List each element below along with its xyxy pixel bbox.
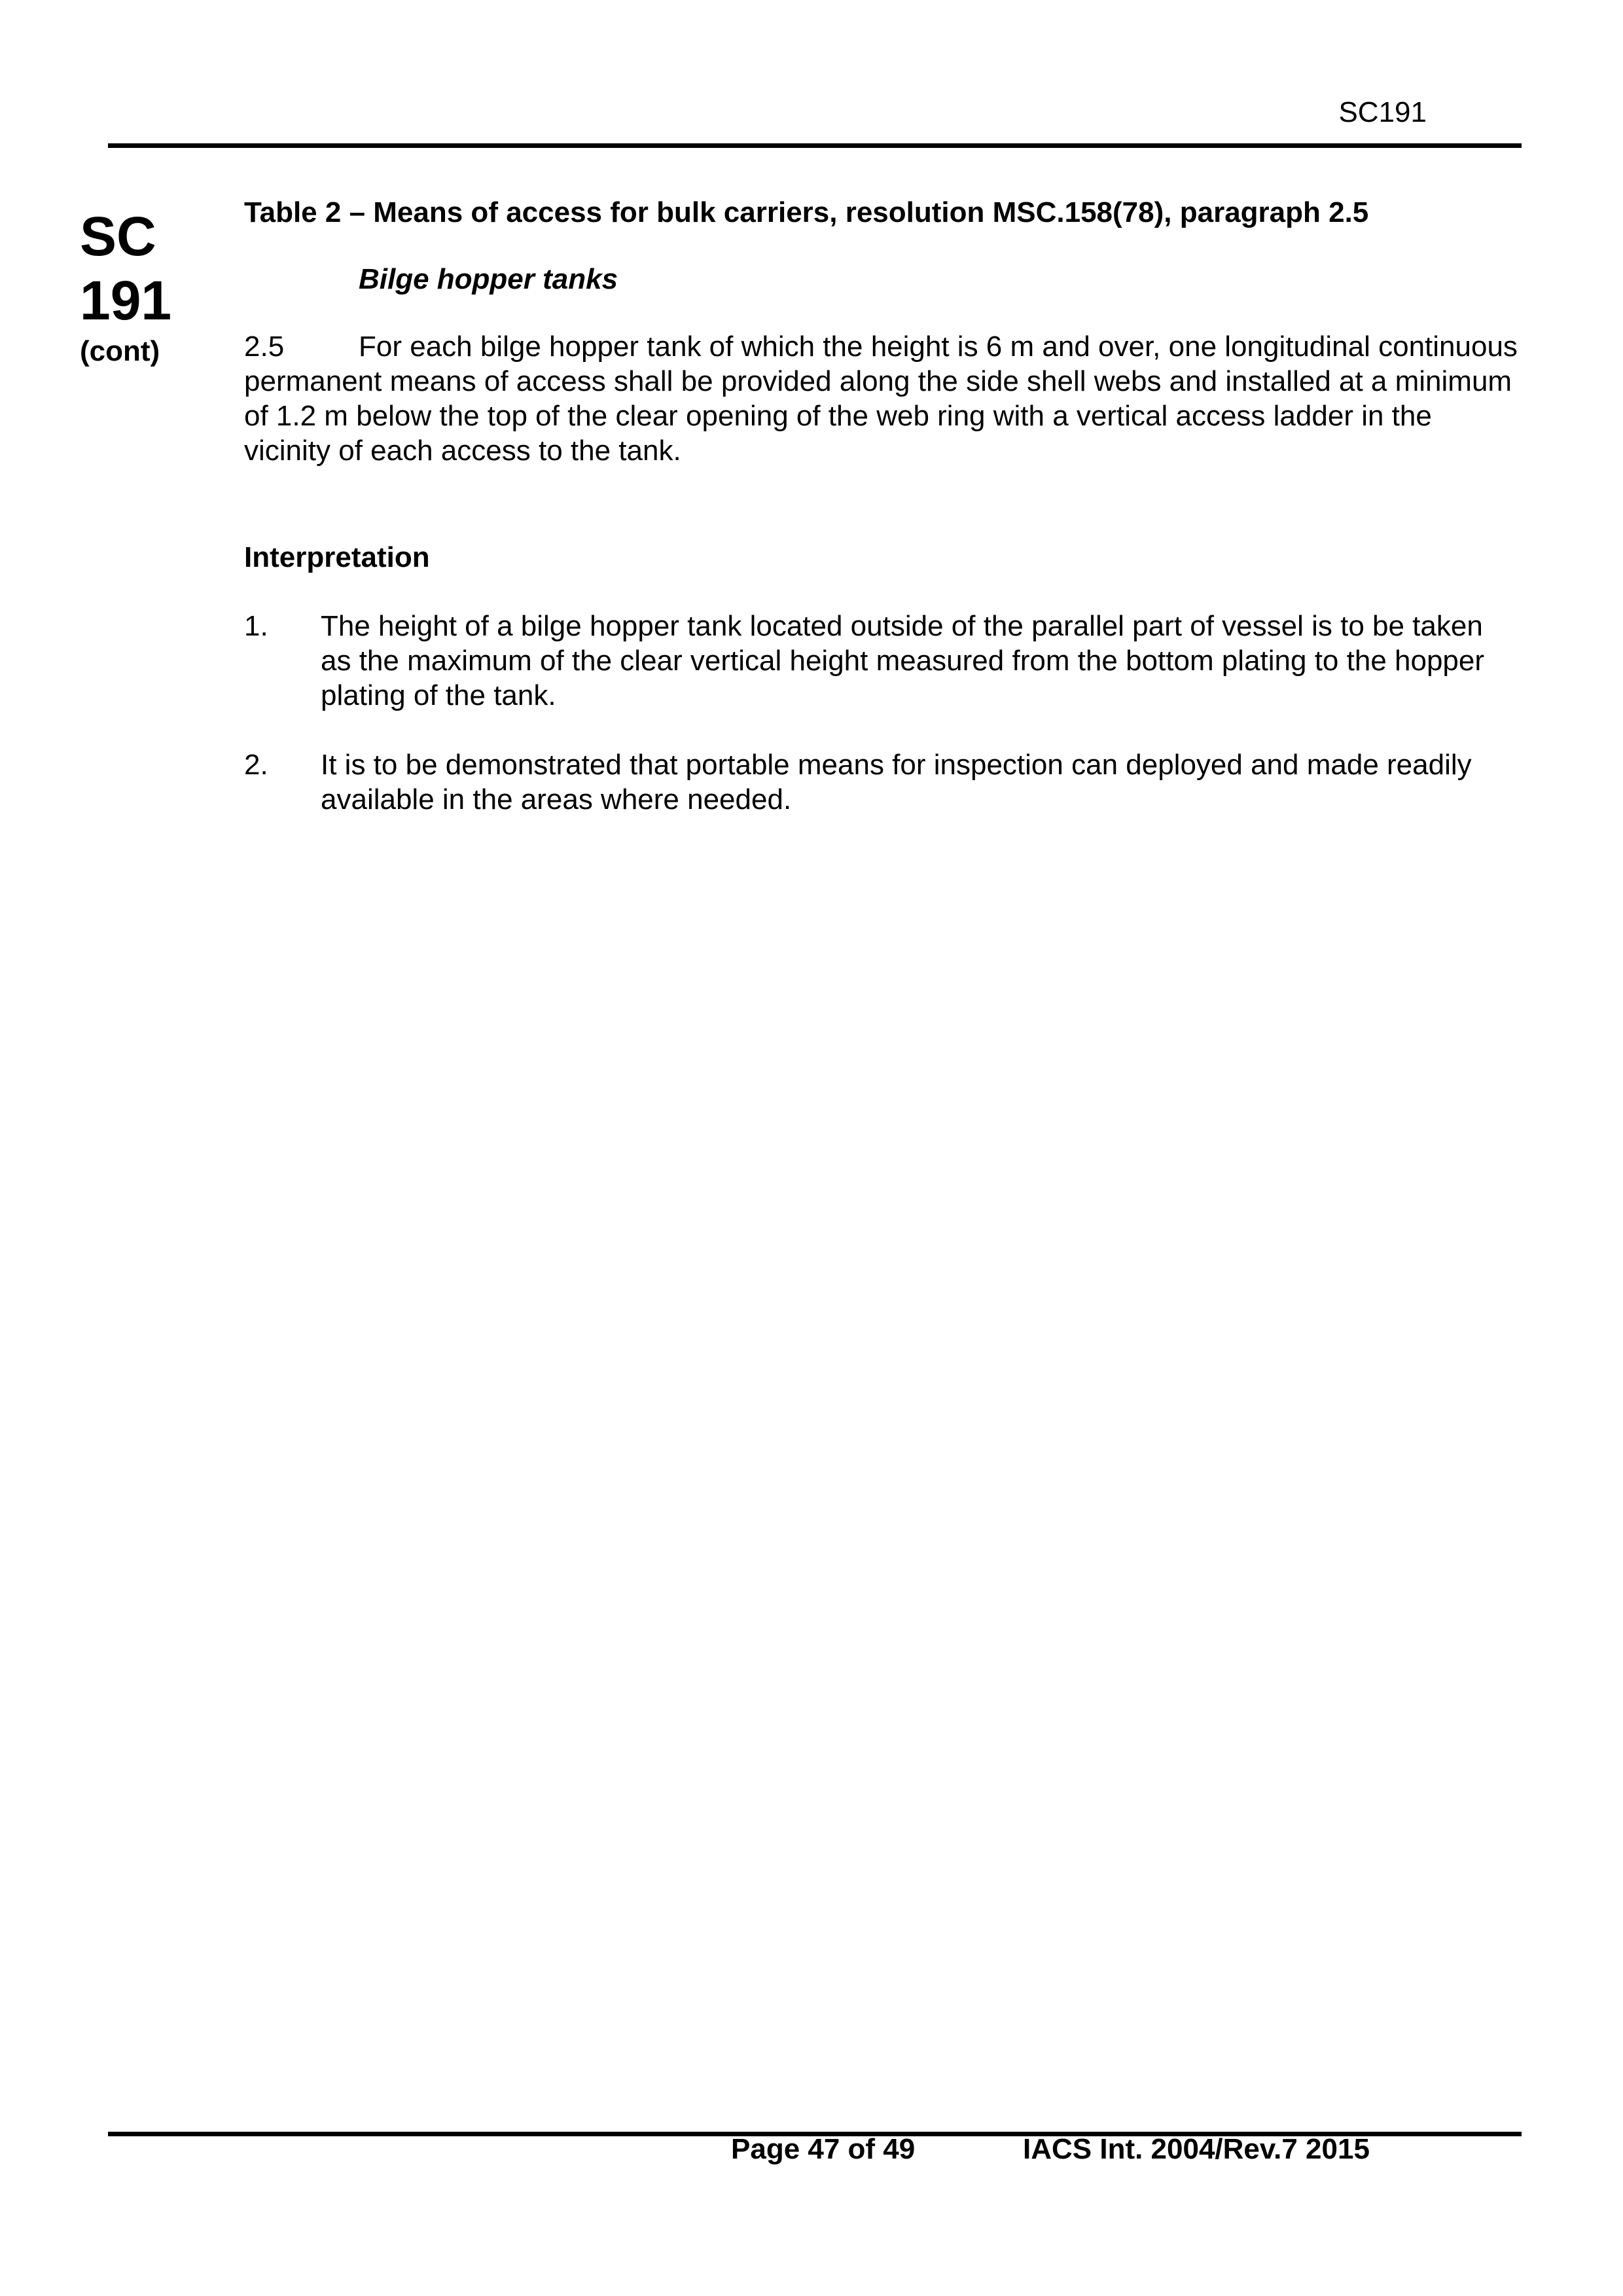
interpretation-item-text: It is to be demonstrated that portable means for inspection can deployed and made readily available in the areas where needed. (321, 749, 1472, 816)
interpretation-heading: Interpretation (244, 541, 430, 573)
header-rule (108, 143, 1522, 148)
main-content (244, 195, 1520, 817)
side-label-cont: (cont) (80, 335, 160, 367)
interpretation-item-number: 1. (244, 610, 268, 642)
section-subheading: Bilge hopper tanks (359, 263, 618, 295)
paragraph-number: 2.5 (244, 331, 285, 363)
side-label-number: 191 (80, 270, 172, 331)
paragraph-text: For each bilge hopper tank of which the height is 6 m and over, one longitudinal continuous permanent means of access shall be provided along the side shell webs and installed at a minimum of 1.2 m below the top of the clear opening of the web ring with a vertical access ladder in the vicinity of each access to the tank. (244, 331, 1518, 467)
side-label (80, 204, 178, 369)
side-label-sc: SC (80, 206, 156, 267)
interpretation-item (244, 609, 1520, 713)
interpretation-item (244, 747, 1520, 817)
table-title: Table 2 – Means of access for bulk carriers, resolution MSC.158(78), paragraph 2.5 (244, 196, 1369, 228)
interpretation-item-text: The height of a bilge hopper tank located outside of the parallel part of vessel is to be taken as the maximum of the clear vertical height measured from the bottom plating to the hopper plating of the tank. (321, 610, 1485, 711)
footer-revision: IACS Int. 2004/Rev.7 2015 (1023, 2133, 1370, 2165)
paragraph-2-5 (244, 329, 1520, 468)
interpretation-item-number: 2. (244, 749, 268, 781)
header-document-code: SC191 (1338, 96, 1427, 128)
footer-page-number: Page 47 of 49 (731, 2133, 916, 2165)
